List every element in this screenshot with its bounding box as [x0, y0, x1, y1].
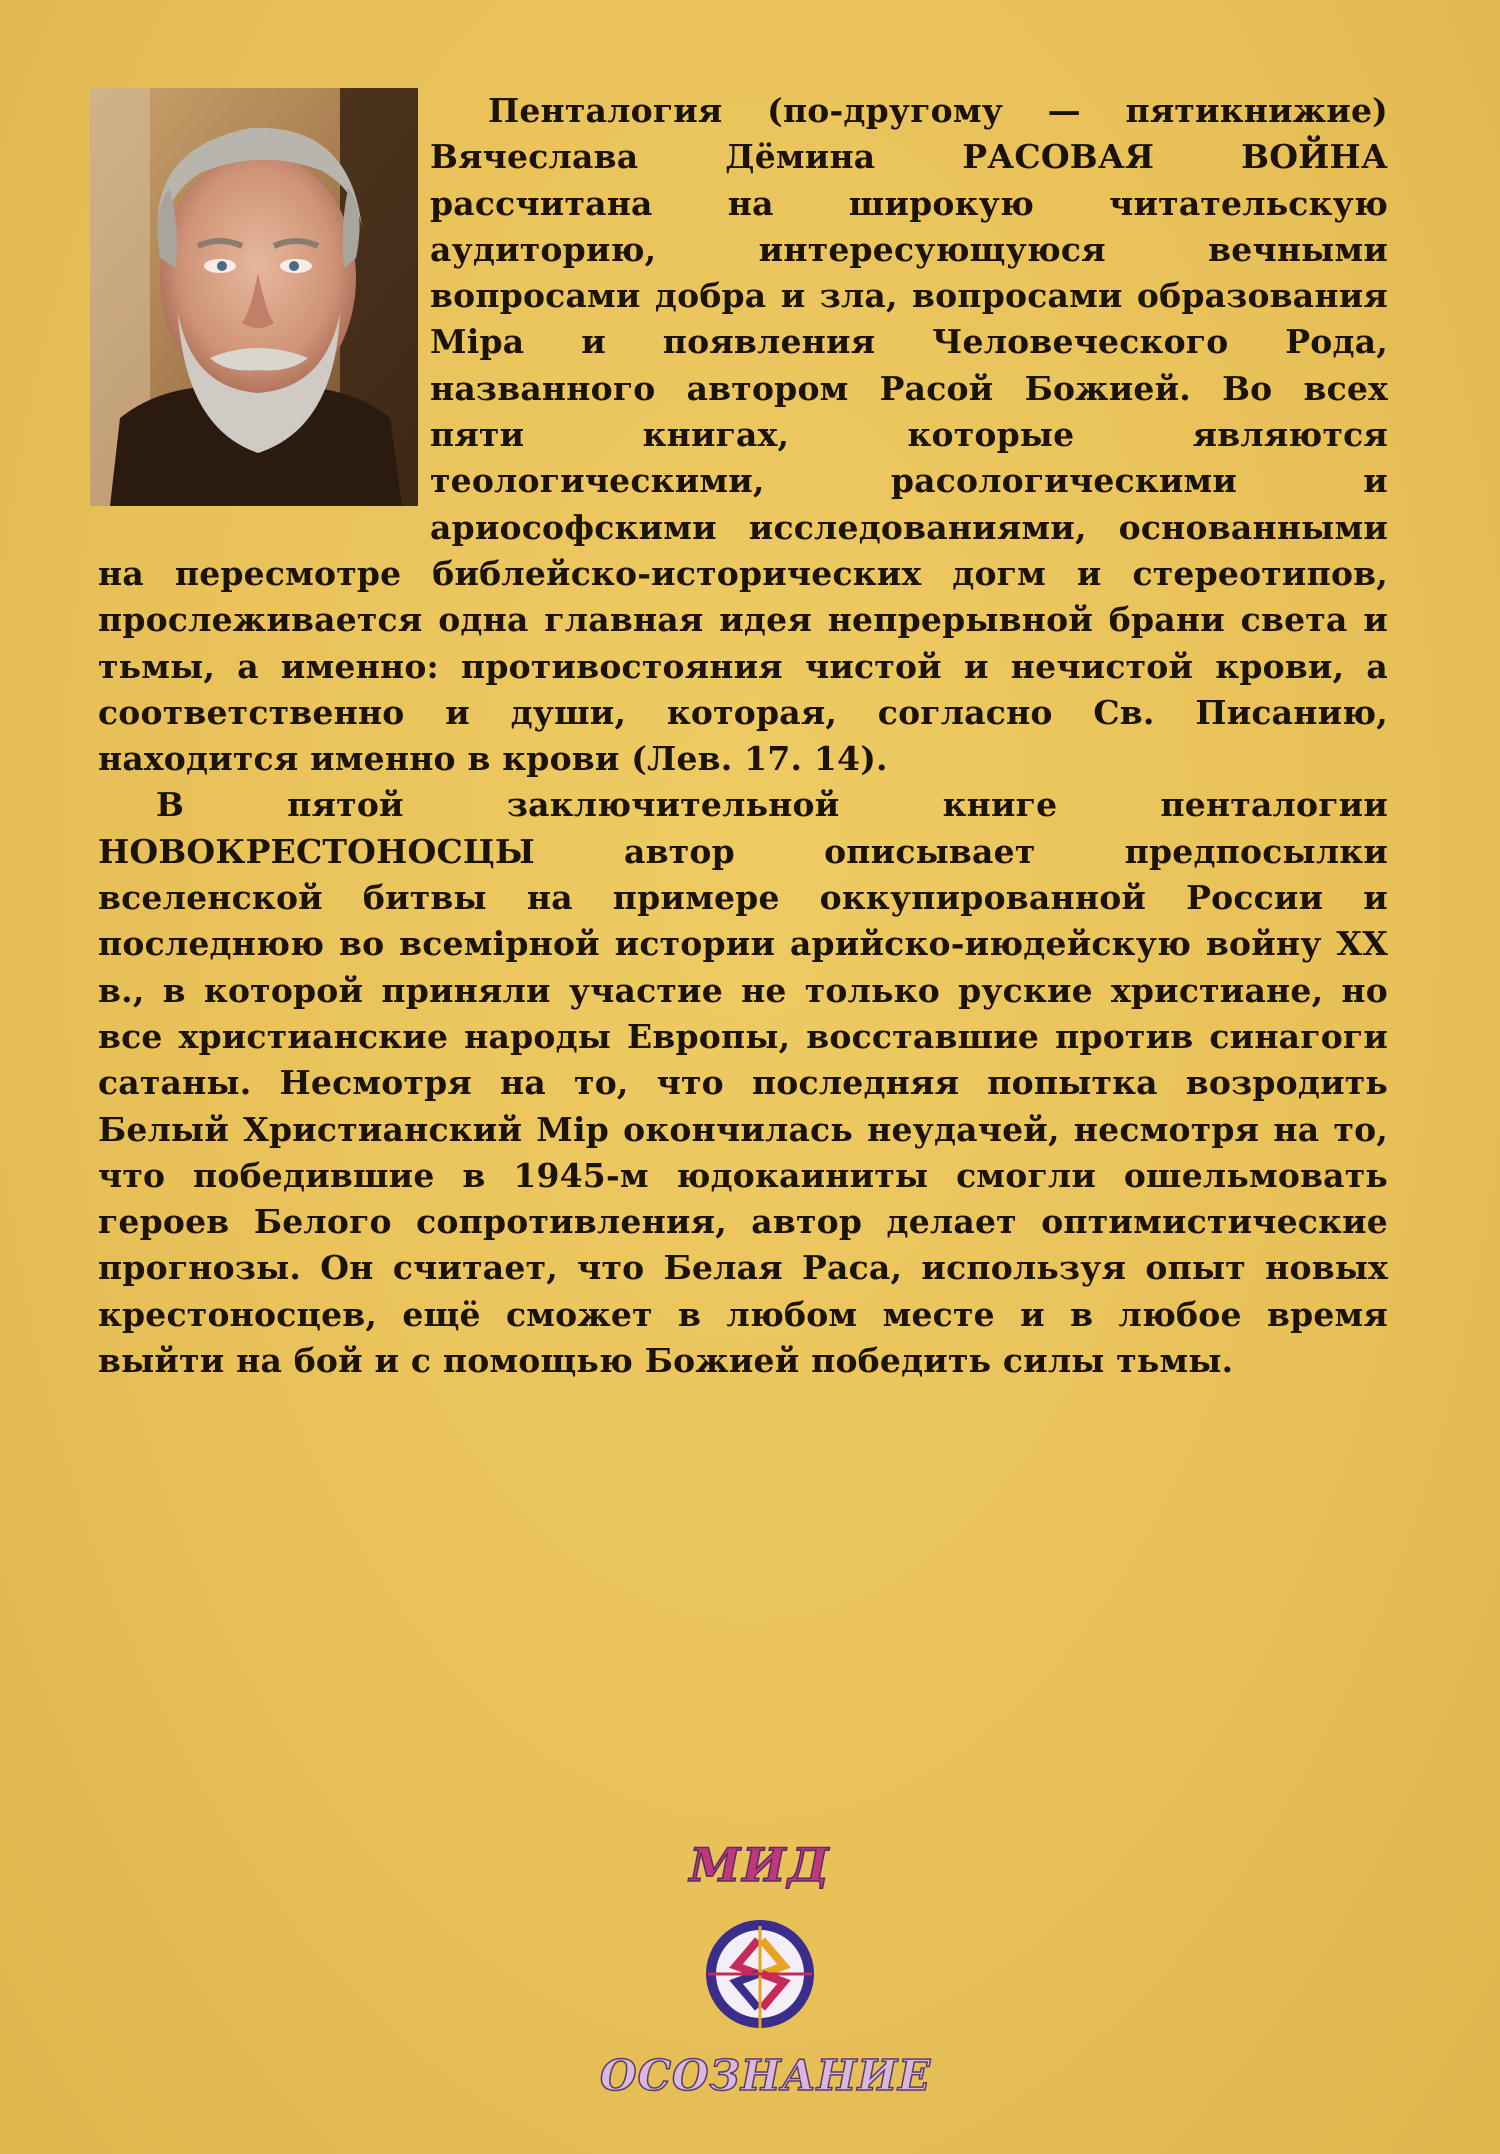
publisher-name-bottom: ОСОЗНАНИЕ [600, 2051, 932, 2100]
publisher-name-top: МИД [689, 1838, 831, 1892]
photo-wrap-space [90, 88, 430, 508]
publisher-logo [600, 1838, 932, 2118]
annotation-text [98, 88, 1388, 1384]
paragraph-2: В пятой заключительной книге пенталогии НОВОКРЕСТОНОСЦЫ автор описывает предпосылки вселенской битвы на примере оккупированной России и последнюю во всемірной истории арийско-июдейскую войну XX в., в которой приняли участие не только руские христиане, но все христианские народы Европы, восставшие против синагоги сатаны. Несмотря на то, что последняя попытка возродить Белый Христианский Мір окончилась неудачей, несмотря на то, что победившие в 1945-м юдокаиниты смогли ошельмовать героев Белого сопротивления, автор делает оптимистические прогнозы. Он считает, что Белая Раса, используя опыт новых крестоносцев, ещё сможет в любом месте и в любое время выйти на бой и с помощью Божией победить силы тьмы. [98, 785, 1388, 1381]
paragraph-1-text: Пенталогия (по-другому — пятикнижие) Вячеслава Дёмина РАСОВАЯ ВОЙНА рассчитана на широкую читательскую аудиторию, интересующуюся вечными вопросами добра и зла, вопросами образования Міра и появления Человеческого Рода, названного автором Расой Божией. Во всех пяти книгах, которые являются теологическими, расологическими и ариософскими исследованиями, основанными на пересмотре библейско-исторических догм и стереотипов, прослеживается одна главная идея непрерывной брани света и тьмы, а именно: противостояния чистой и нечистой крови, а соответственно и души, которая, согласно Св. Писанию, находится именно в крови (Лев. 17. 14). [98, 91, 1388, 779]
publisher-emblem-icon [702, 1916, 818, 2032]
